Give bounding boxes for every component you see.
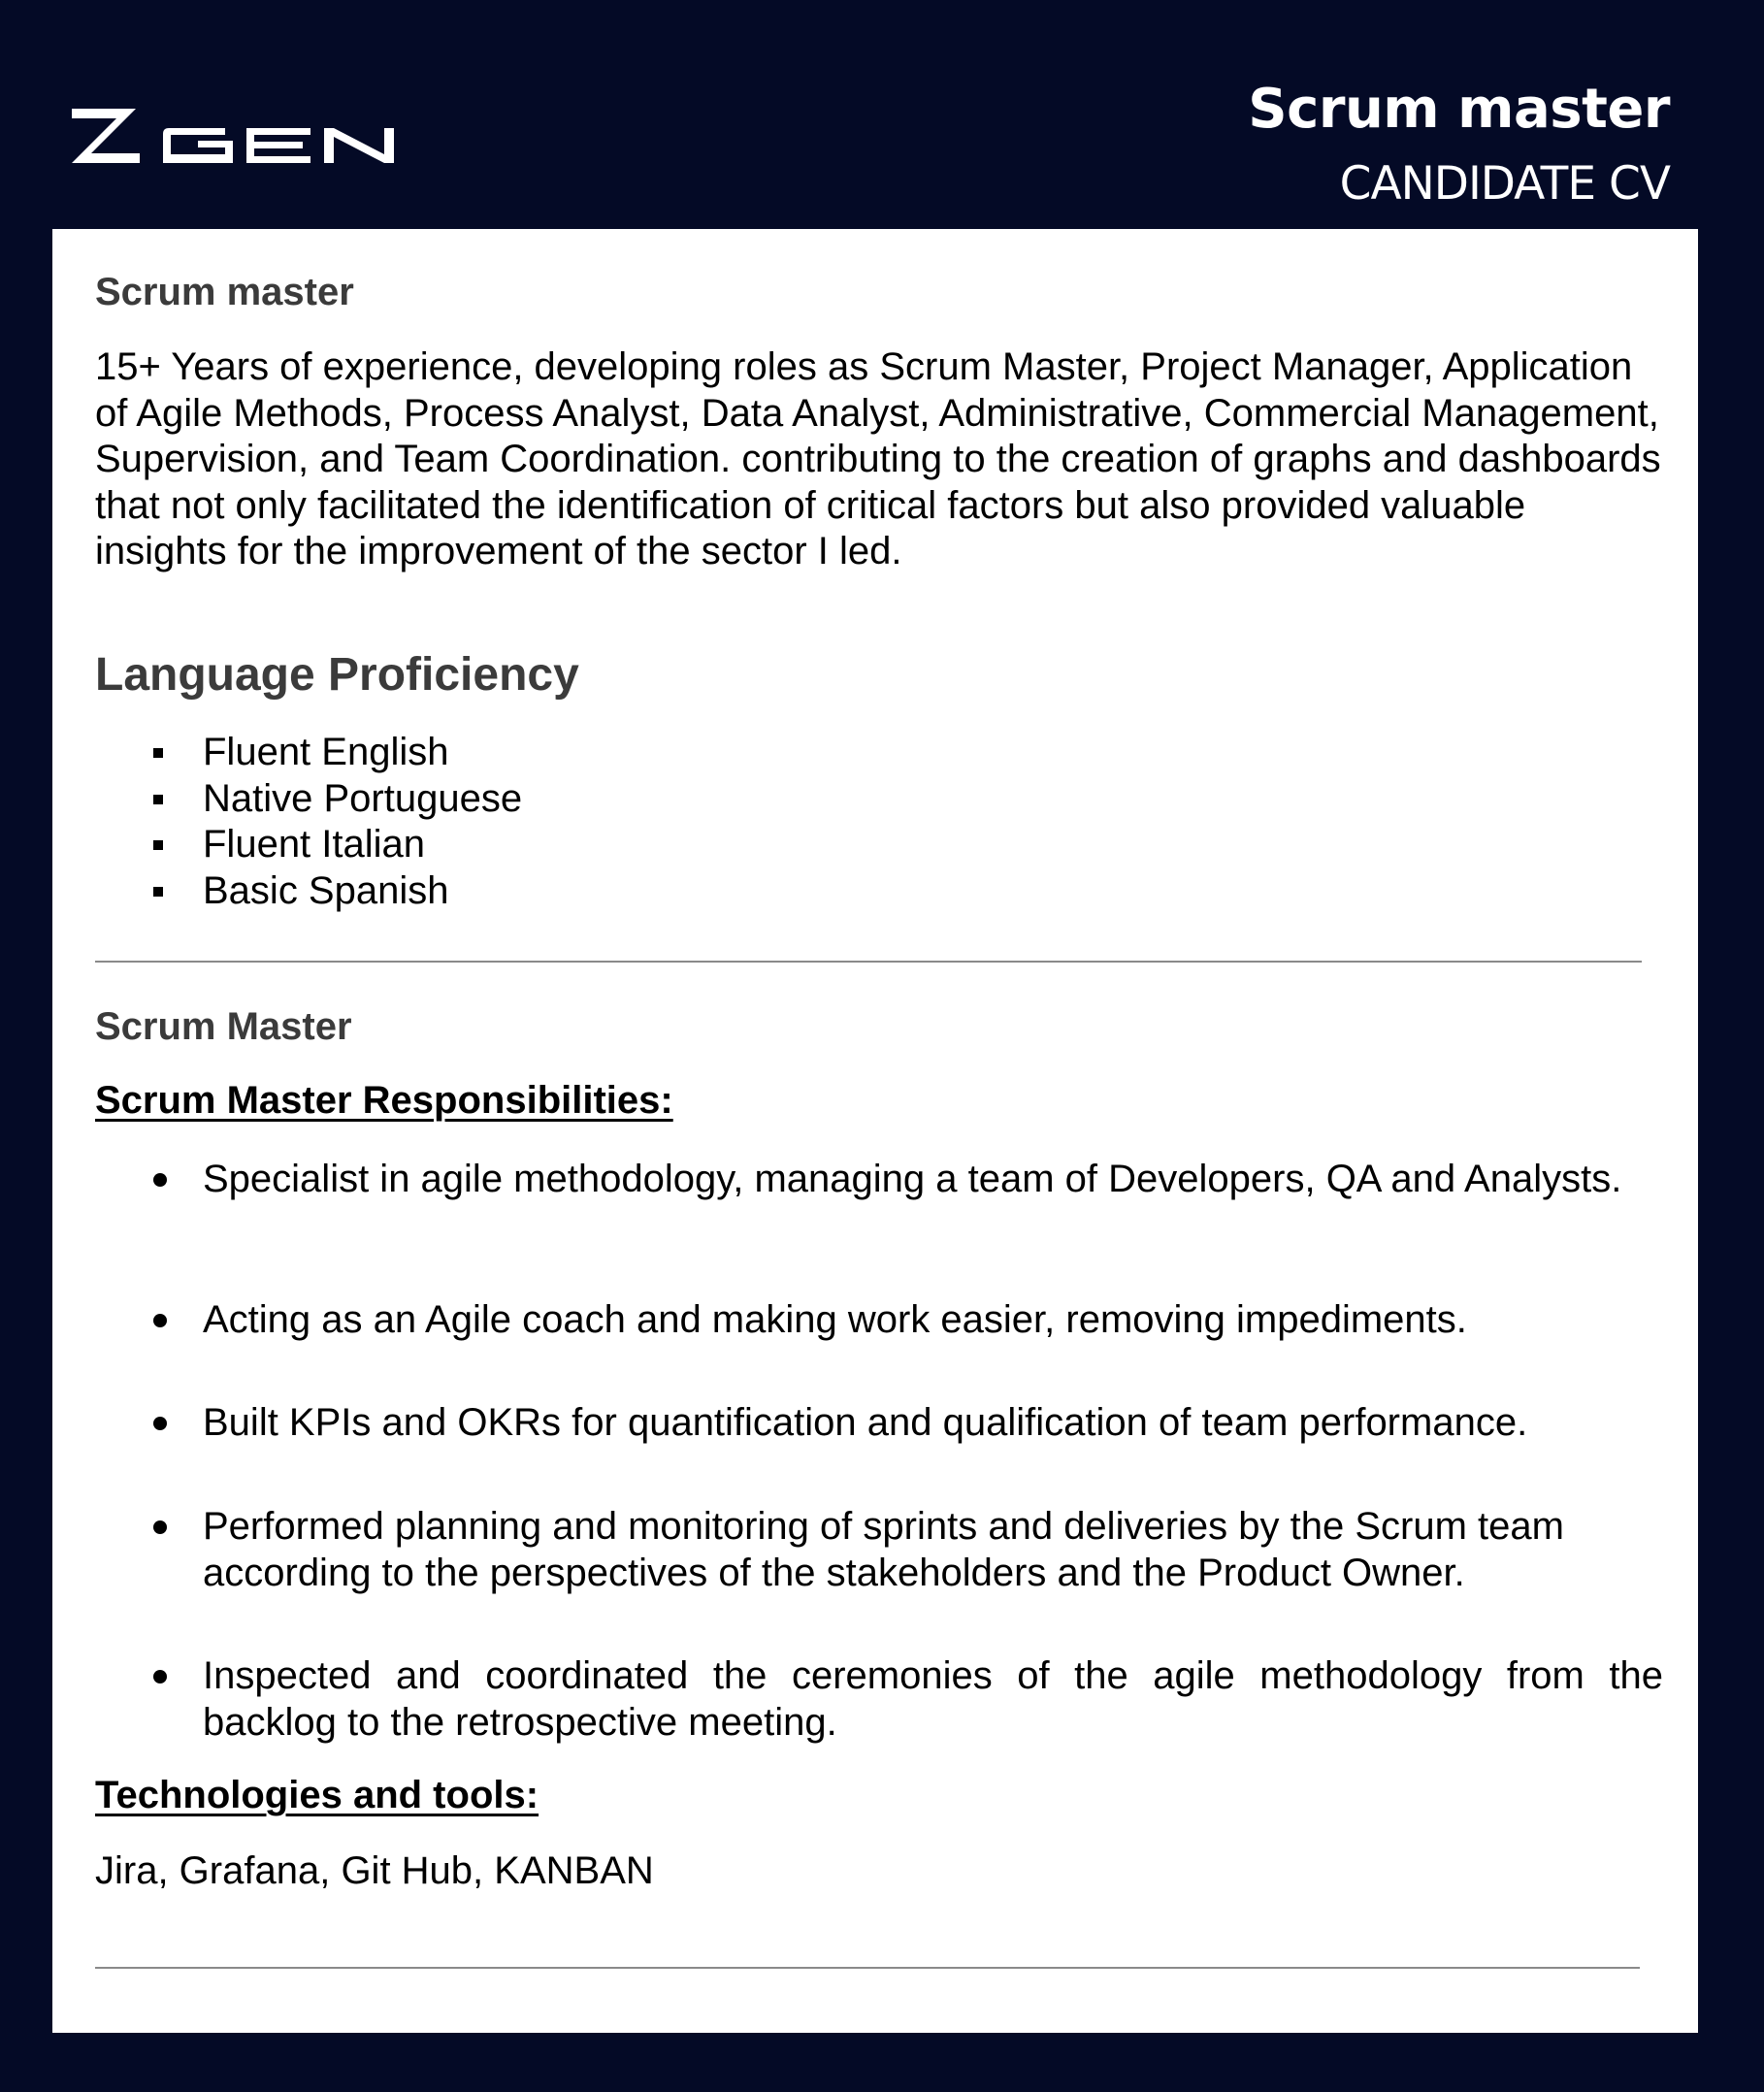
square-bullet-icon [153,748,163,758]
language-section-title: Language Proficiency [95,649,579,701]
language-item: Native Portuguese [203,776,523,820]
bullet-icon [153,1520,167,1534]
bullet-icon [153,1670,167,1683]
responsibility-text: Specialist in agile methodology, managing a team of Developers, QA and Analysts. [203,1158,1622,1200]
responsibility-text: Built KPIs and OKRs for quantification and qualification of team performance. [203,1401,1528,1444]
square-bullet-icon [153,887,163,897]
language-item: Fluent English [203,731,449,773]
cv-subtitle: CANDIDATE CV [1339,157,1670,211]
responsibility-text: Inspected and coordinated the ceremonies of the agile methodology from the backlog to the retrospective meeting. [203,1654,1663,1744]
bullet-icon [153,1173,167,1187]
bullet-icon [153,1314,167,1327]
bullet-icon [153,1417,167,1430]
square-bullet-icon [153,840,163,850]
responsibilities-title: Scrum Master Responsibilities: [95,1079,673,1122]
summary-title: Scrum master [95,271,354,313]
experience-title: Scrum Master [95,1005,352,1048]
responsibility-text: Performed planning and monitoring of sprints and deliveries by the Scrum team according to the perspectives of the stakeholders and the Product Owner. [203,1505,1564,1594]
tools-list: Jira, Grafana, Git Hub, KANBAN [95,1849,654,1892]
role-title: Scrum master [1248,78,1670,141]
header [0,0,1764,229]
cv-card [52,229,1698,2033]
zgen-logo [72,109,396,167]
section-divider [95,1967,1640,1969]
responsibility-text: Acting as an Agile coach and making work easier, removing impediments. [203,1298,1467,1341]
square-bullet-icon [153,795,163,804]
summary-text: 15+ Years of experience, developing roles as Scrum Master, Project Manager, Application of Agile Methods, Process Analyst, Data Analyst, Administrative, Commercial Management, Supervision, and Team Coordination. contributing to the creation of graphs and dashboards that not only facilitated the identification of critical factors but also provided valuable insights for the improvement of the sector I led. [95,345,1661,572]
language-item: Fluent Italian [203,823,426,866]
section-divider [95,961,1642,963]
language-item: Basic Spanish [203,868,449,912]
tools-title: Technologies and tools: [95,1774,539,1816]
